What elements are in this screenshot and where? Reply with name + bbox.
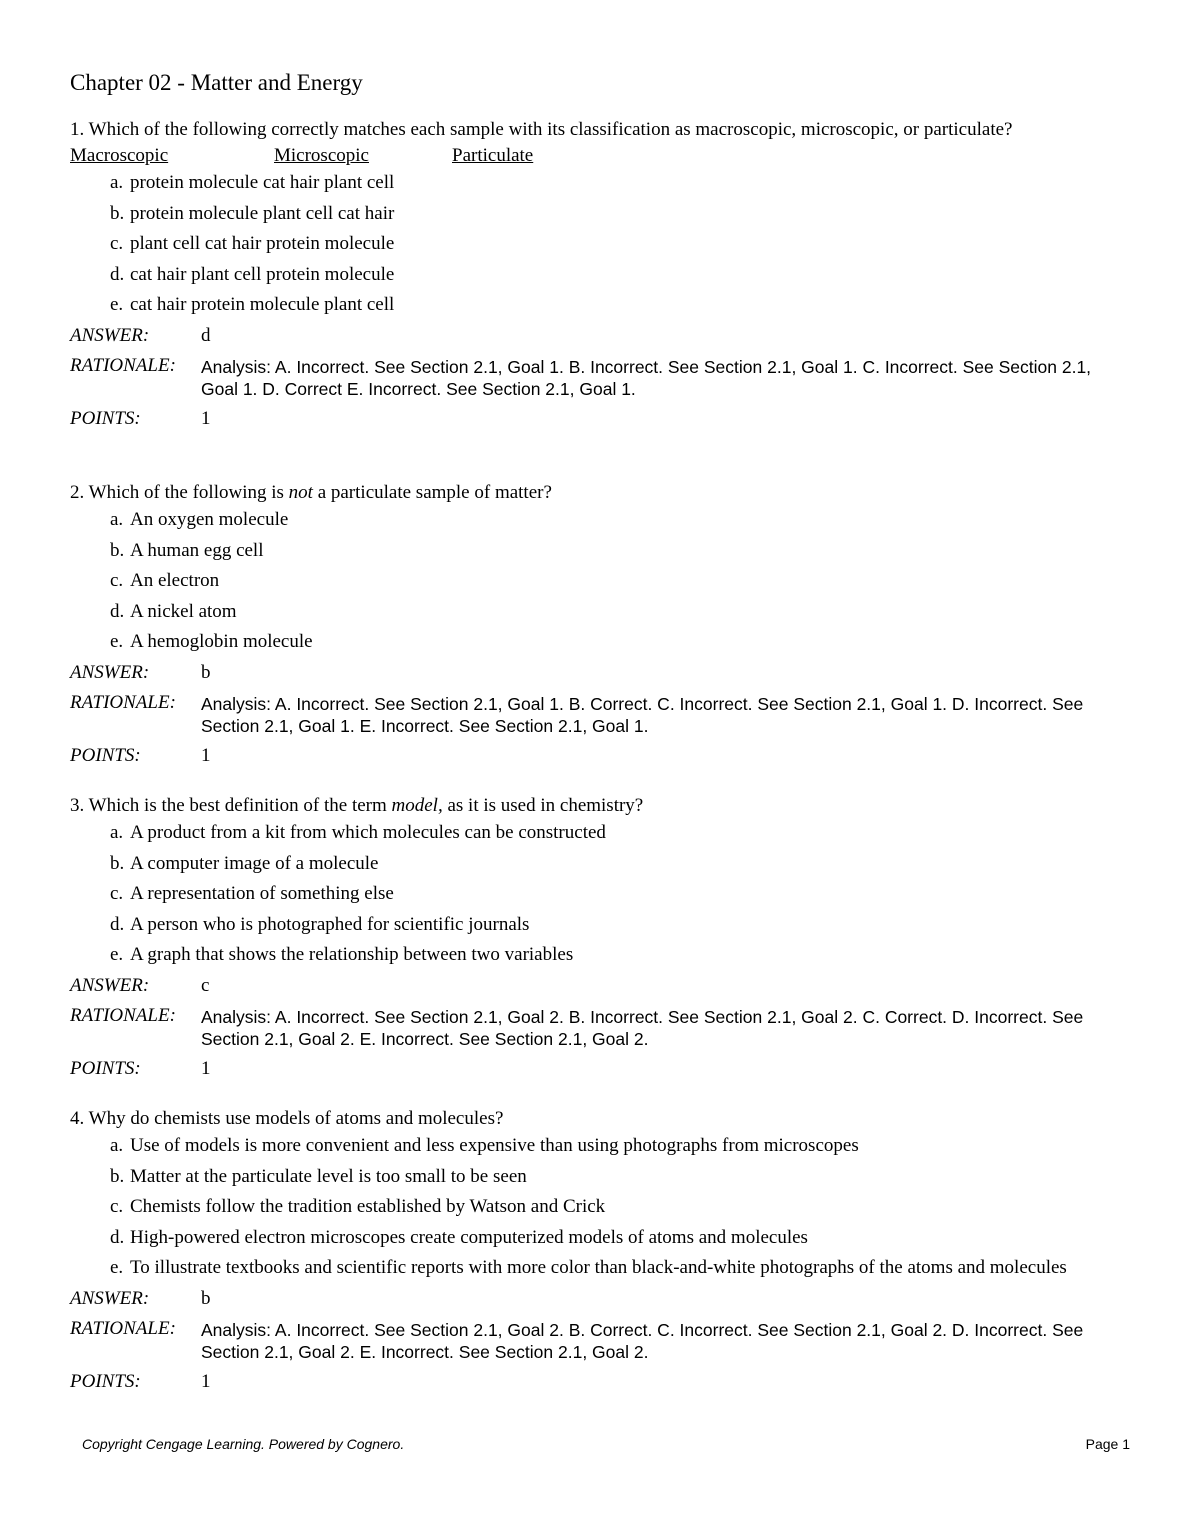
column-header-microscopic: Microscopic	[274, 145, 369, 166]
option-letter: e.	[110, 1257, 124, 1278]
option-text: cat hair protein molecule plant cell	[130, 294, 395, 315]
option-letter: b.	[110, 202, 125, 224]
option-text: A human egg cell	[130, 539, 264, 561]
option	[70, 293, 1130, 317]
answer-label: ANSWER:	[70, 1287, 150, 1309]
rationale-row	[70, 1317, 1130, 1363]
answer-value: d	[201, 324, 211, 346]
answer-row	[70, 324, 1130, 348]
option-letter: b.	[110, 539, 125, 561]
answer-row	[70, 661, 1130, 685]
answer-value: b	[201, 1287, 211, 1309]
rationale-text: Analysis: A. Incorrect. See Section 2.1, Goal 2. B. Incorrect. See Section 2.1, Goal 2. C. Correct. D. Incorrect. See Section 2.1, Goal 2. E. Incorrect. See Section 2.1, Goal 2.	[201, 1007, 1084, 1049]
points-label: POINTS:	[70, 744, 141, 766]
rationale-row	[70, 691, 1130, 737]
option	[70, 1134, 1130, 1158]
rationale-row	[70, 354, 1130, 400]
option-letter: a.	[110, 1135, 124, 1156]
option	[70, 569, 1130, 593]
option-letter: b.	[110, 1165, 125, 1187]
option	[70, 630, 1130, 654]
option-text: cat hair plant cell protein molecule	[130, 263, 395, 285]
rationale-label: RATIONALE:	[70, 692, 176, 713]
option-text: High-powered electron microscopes create computerized models of atoms and molecules	[130, 1226, 808, 1248]
points-label: POINTS:	[70, 1057, 141, 1079]
rationale-label: RATIONALE:	[70, 1318, 176, 1339]
column-headers	[70, 144, 1130, 168]
option	[70, 600, 1130, 624]
option-letter: e.	[110, 944, 124, 965]
column-header-macroscopic: Macroscopic	[70, 145, 169, 166]
page-title: Chapter 02 - Matter and Energy	[70, 70, 363, 95]
points-label: POINTS:	[70, 407, 141, 429]
points-value: 1	[201, 1370, 211, 1392]
option-letter: a.	[110, 822, 124, 843]
option-text: An oxygen molecule	[130, 509, 289, 530]
points-value: 1	[201, 1057, 211, 1079]
points-row	[70, 407, 1130, 431]
option-text: Matter at the particulate level is too small to be seen	[130, 1165, 527, 1187]
option	[70, 943, 1130, 967]
question-3	[70, 794, 1130, 1081]
points-value: 1	[201, 407, 211, 429]
question-2	[70, 481, 1130, 768]
answer-value: b	[201, 661, 211, 683]
rationale-label: RATIONALE:	[70, 355, 176, 376]
option-text: protein molecule plant cell cat hair	[130, 202, 395, 224]
option-letter: d.	[110, 600, 125, 622]
question-stem: 2. Which of the following is not a particulate sample of matter?	[70, 482, 552, 503]
option	[70, 821, 1130, 845]
option-letter: b.	[110, 852, 125, 874]
option-text: A representation of something else	[130, 883, 394, 904]
option	[70, 1226, 1130, 1250]
option-letter: c.	[110, 883, 124, 904]
rationale-row	[70, 1004, 1130, 1050]
option-letter: e.	[110, 631, 124, 652]
footer-copyright: Copyright Cengage Learning. Powered by Cognero.	[82, 1436, 405, 1452]
option-text: A graph that shows the relationship between two variables	[130, 944, 574, 965]
option-text: Chemists follow the tradition established by Watson and Crick	[130, 1196, 606, 1217]
option	[70, 1256, 1130, 1280]
option-text: Use of models is more convenient and less expensive than using photographs from microscopes	[130, 1135, 859, 1156]
points-label: POINTS:	[70, 1370, 141, 1392]
option-text: A product from a kit from which molecules can be constructed	[130, 822, 606, 843]
option-text: A nickel atom	[130, 600, 237, 622]
question-4	[70, 1107, 1130, 1394]
option-letter: d.	[110, 1226, 125, 1248]
points-row	[70, 1370, 1130, 1394]
rationale-text: Analysis: A. Incorrect. See Section 2.1, Goal 1. B. Incorrect. See Section 2.1, Goal 1. C. Incorrect. See Section 2.1, Goal 1. D. Correct E. Incorrect. See Section 2.1, Goal 1.	[201, 357, 1092, 399]
option	[70, 539, 1130, 563]
column-header-particulate: Particulate	[452, 145, 534, 166]
option-letter: d.	[110, 263, 125, 285]
answer-label: ANSWER:	[70, 661, 150, 683]
footer-page-number: Page 1	[1085, 1436, 1130, 1452]
points-row	[70, 744, 1130, 768]
option	[70, 171, 1130, 195]
answer-value: c	[201, 974, 210, 996]
option-letter: c.	[110, 1196, 124, 1217]
option-text: An electron	[130, 570, 220, 591]
option-letter: c.	[110, 570, 124, 591]
question-stem: 4. Why do chemists use models of atoms and molecules?	[70, 1108, 504, 1129]
points-row	[70, 1057, 1130, 1081]
answer-row	[70, 1287, 1130, 1311]
option	[70, 913, 1130, 937]
question-1	[70, 118, 1130, 431]
question-stem: 1. Which of the following correctly matches each sample with its classification as macroscopic, microscopic, or particulate?	[70, 119, 1013, 140]
option-letter: a.	[110, 509, 124, 530]
option	[70, 882, 1130, 906]
answer-label: ANSWER:	[70, 324, 150, 346]
option-text: A hemoglobin molecule	[130, 631, 313, 652]
answer-row	[70, 974, 1130, 998]
option	[70, 1195, 1130, 1219]
option	[70, 232, 1130, 256]
option	[70, 263, 1130, 287]
answer-label: ANSWER:	[70, 974, 150, 996]
option-letter: c.	[110, 233, 124, 254]
rationale-label: RATIONALE:	[70, 1005, 176, 1026]
points-value: 1	[201, 744, 211, 766]
option-letter: d.	[110, 913, 125, 935]
option	[70, 508, 1130, 532]
option-letter: e.	[110, 294, 124, 315]
option	[70, 852, 1130, 876]
question-stem: 3. Which is the best definition of the term model, as it is used in chemistry?	[70, 795, 644, 816]
option	[70, 202, 1130, 226]
option-text: To illustrate textbooks and scientific reports with more color than black-and-white photographs of the atoms and molecules	[130, 1257, 1067, 1278]
option-text: A person who is photographed for scientific journals	[130, 913, 530, 935]
rationale-text: Analysis: A. Incorrect. See Section 2.1, Goal 1. B. Correct. C. Incorrect. See Section 2.1, Goal 1. D. Incorrect. See Section 2.1, Goal 1. E. Incorrect. See Section 2.1, Goal 1.	[201, 694, 1084, 736]
option	[70, 1165, 1130, 1189]
option-text: protein molecule cat hair plant cell	[130, 172, 395, 193]
option-text: A computer image of a molecule	[130, 852, 379, 874]
option-text: plant cell cat hair protein molecule	[130, 233, 395, 254]
option-letter: a.	[110, 172, 124, 193]
rationale-text: Analysis: A. Incorrect. See Section 2.1, Goal 2. B. Correct. C. Incorrect. See Section 2.1, Goal 2. D. Incorrect. See Section 2.1, Goal 2. E. Incorrect. See Section 2.1, Goal 2.	[201, 1320, 1084, 1362]
